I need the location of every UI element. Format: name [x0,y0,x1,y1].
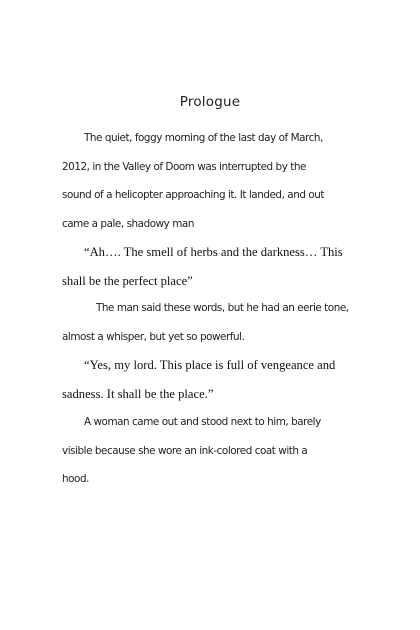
paragraph-1 [62,132,362,246]
paragraph-4 [62,358,362,415]
paragraph-5 [62,416,362,502]
text-line: sadness. It shall be the place.” [62,386,214,401]
text-line: hood. [62,473,89,485]
text-line: “Ah…. The smell of herbs and the darkness… This [84,245,343,259]
text-line: The man said these words, but he had an eerie tone, [96,302,349,314]
text-line: shall be the perfect place” [62,273,193,288]
text-line: The quiet, foggy morning of the last day of March, [84,132,323,144]
paragraph-2 [62,245,362,302]
text-line: visible because she wore an ink-colored coat with a [62,444,308,457]
paragraph-3 [62,302,362,359]
text-line: 2012, in the Valley of Doom was interrupted by the [62,160,306,173]
text-line: “Yes, my lord. This place is full of vengeance and [84,358,336,372]
text-line: A woman came out and stood next to him, barely [84,416,321,428]
page-title: Prologue [179,94,241,110]
text-line: almost a whisper, but yet so powerful. [62,330,245,343]
text-line: came a pale, shadowy man [62,217,194,230]
text-line: sound of a helicopter approaching it. It landed, and out [62,189,324,201]
